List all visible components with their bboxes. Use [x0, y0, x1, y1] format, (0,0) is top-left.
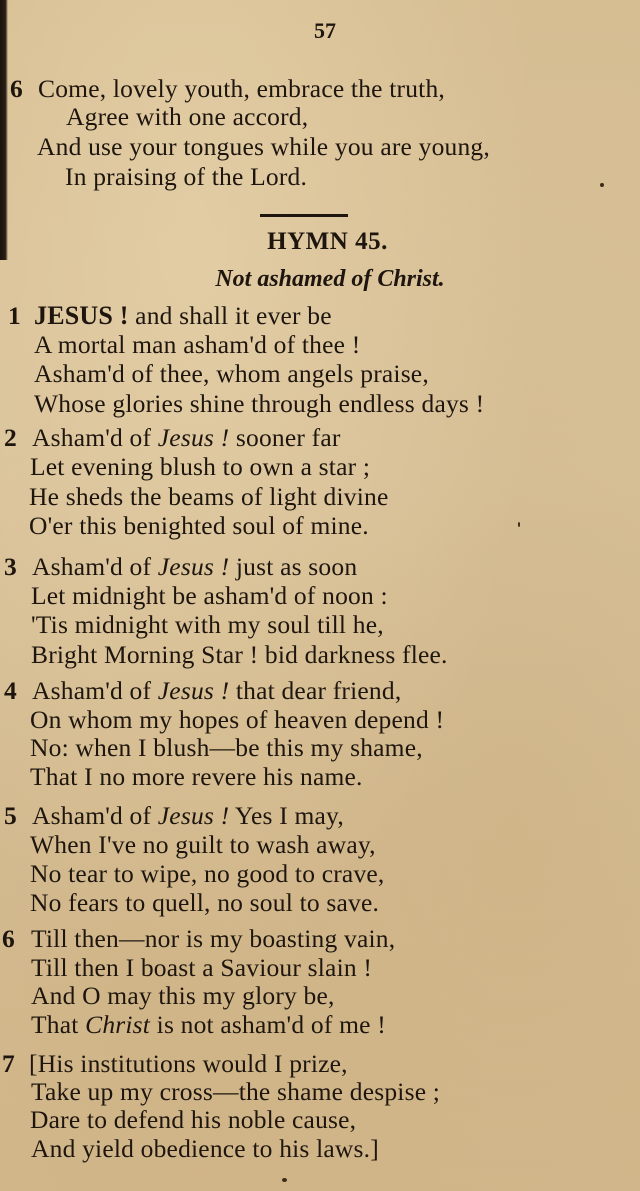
verse-line: No fears to quell, no soul to save. [30, 888, 380, 917]
hymn-title: HYMN 45. [267, 228, 388, 255]
verse-line: And O may this my glory be, [31, 981, 335, 1010]
verse-line: On whom my hopes of heaven depend ! [30, 705, 445, 734]
stanza-number: 2 [4, 423, 17, 452]
verse-text: just as soon [229, 552, 358, 581]
emphasis-christ: Christ [85, 1010, 151, 1039]
verse-line: Asham'd of thee, whom angels praise, [34, 359, 429, 388]
verse-line [32, 553, 357, 581]
stanza-number: 4 [4, 676, 17, 705]
verse-line [32, 677, 401, 705]
verse-line [34, 302, 332, 330]
verse-line [32, 802, 344, 830]
verse-text: Asham'd of [32, 676, 158, 705]
stanza-number: 1 [8, 301, 21, 330]
paper-speck [600, 183, 604, 187]
verse-line: Let midnight be asham'd of noon : [31, 581, 388, 610]
verse-text: sooner far [229, 423, 341, 452]
verse-line: Take up my cross—the shame despise ; [31, 1077, 441, 1106]
stanza-number: 5 [4, 801, 17, 830]
verse-line: 'Tis midnight with my soul till he, [31, 610, 384, 639]
verse-line: No tear to wipe, no good to crave, [30, 859, 385, 888]
emphasis-jesus: Jesus ! [157, 676, 230, 705]
verse-text: Asham'd of [32, 801, 158, 830]
verse-line [32, 424, 341, 452]
verse-text: Asham'd of [32, 423, 158, 452]
verse-line: He sheds the beams of light divine [29, 482, 389, 511]
verse-line [31, 1011, 386, 1039]
verse-line: [His institutions would I prize, [29, 1049, 348, 1078]
stanza-number: 3 [4, 552, 17, 581]
verse-line: That I no more revere his name. [30, 762, 363, 791]
hymn-subtitle: Not ashamed of Christ. [215, 266, 445, 292]
verse-line: A mortal man asham'd of thee ! [34, 330, 361, 359]
paper-speck [282, 1178, 287, 1182]
stanza-number: 6 [2, 924, 15, 953]
verse-line: And yield obedience to his laws.] [31, 1134, 379, 1163]
verse-line: Come, lovely youth, embrace the truth, [38, 74, 445, 103]
page-number: 57 [314, 18, 336, 43]
verse-line: Whose glories shine through endless days ! [34, 389, 485, 418]
emphasis-jesus: Jesus ! [157, 801, 230, 830]
verse-line: Agree with one accord, [66, 102, 309, 131]
verse-text: That [31, 1010, 86, 1039]
verse-line: Let evening blush to own a star ; [30, 452, 371, 481]
verse-text: Yes I may, [229, 801, 344, 830]
verse-line: Dare to defend his noble cause, [30, 1105, 357, 1134]
section-divider-rule [260, 214, 348, 217]
verse-line: Bright Morning Star ! bid darkness flee. [31, 640, 448, 669]
verse-line: No: when I blush—be this my shame, [30, 733, 423, 762]
verse-line: Till then—nor is my boasting vain, [31, 924, 396, 953]
verse-line: O'er this benighted soul of mine. [29, 511, 369, 540]
verse-text: Asham'd of [32, 552, 158, 581]
verse-text: that dear friend, [229, 676, 402, 705]
verse-line: Till then I boast a Saviour slain ! [31, 953, 373, 982]
verse-line: And use your tongues while you are young, [37, 132, 490, 161]
stanza-number: 6 [10, 74, 23, 103]
emphasis-jesus: Jesus ! [157, 423, 230, 452]
verse-text: and shall it ever be [128, 301, 332, 330]
emphasis-jesus: JESUS ! [34, 301, 129, 330]
verse-line: In praising of the Lord. [65, 162, 308, 191]
emphasis-jesus: Jesus ! [157, 552, 230, 581]
verse-line: When I've no guilt to wash away, [30, 830, 376, 859]
stanza-number: 7 [2, 1049, 15, 1078]
paper-speck [518, 522, 520, 527]
verse-text: is not asham'd of me ! [150, 1010, 386, 1039]
